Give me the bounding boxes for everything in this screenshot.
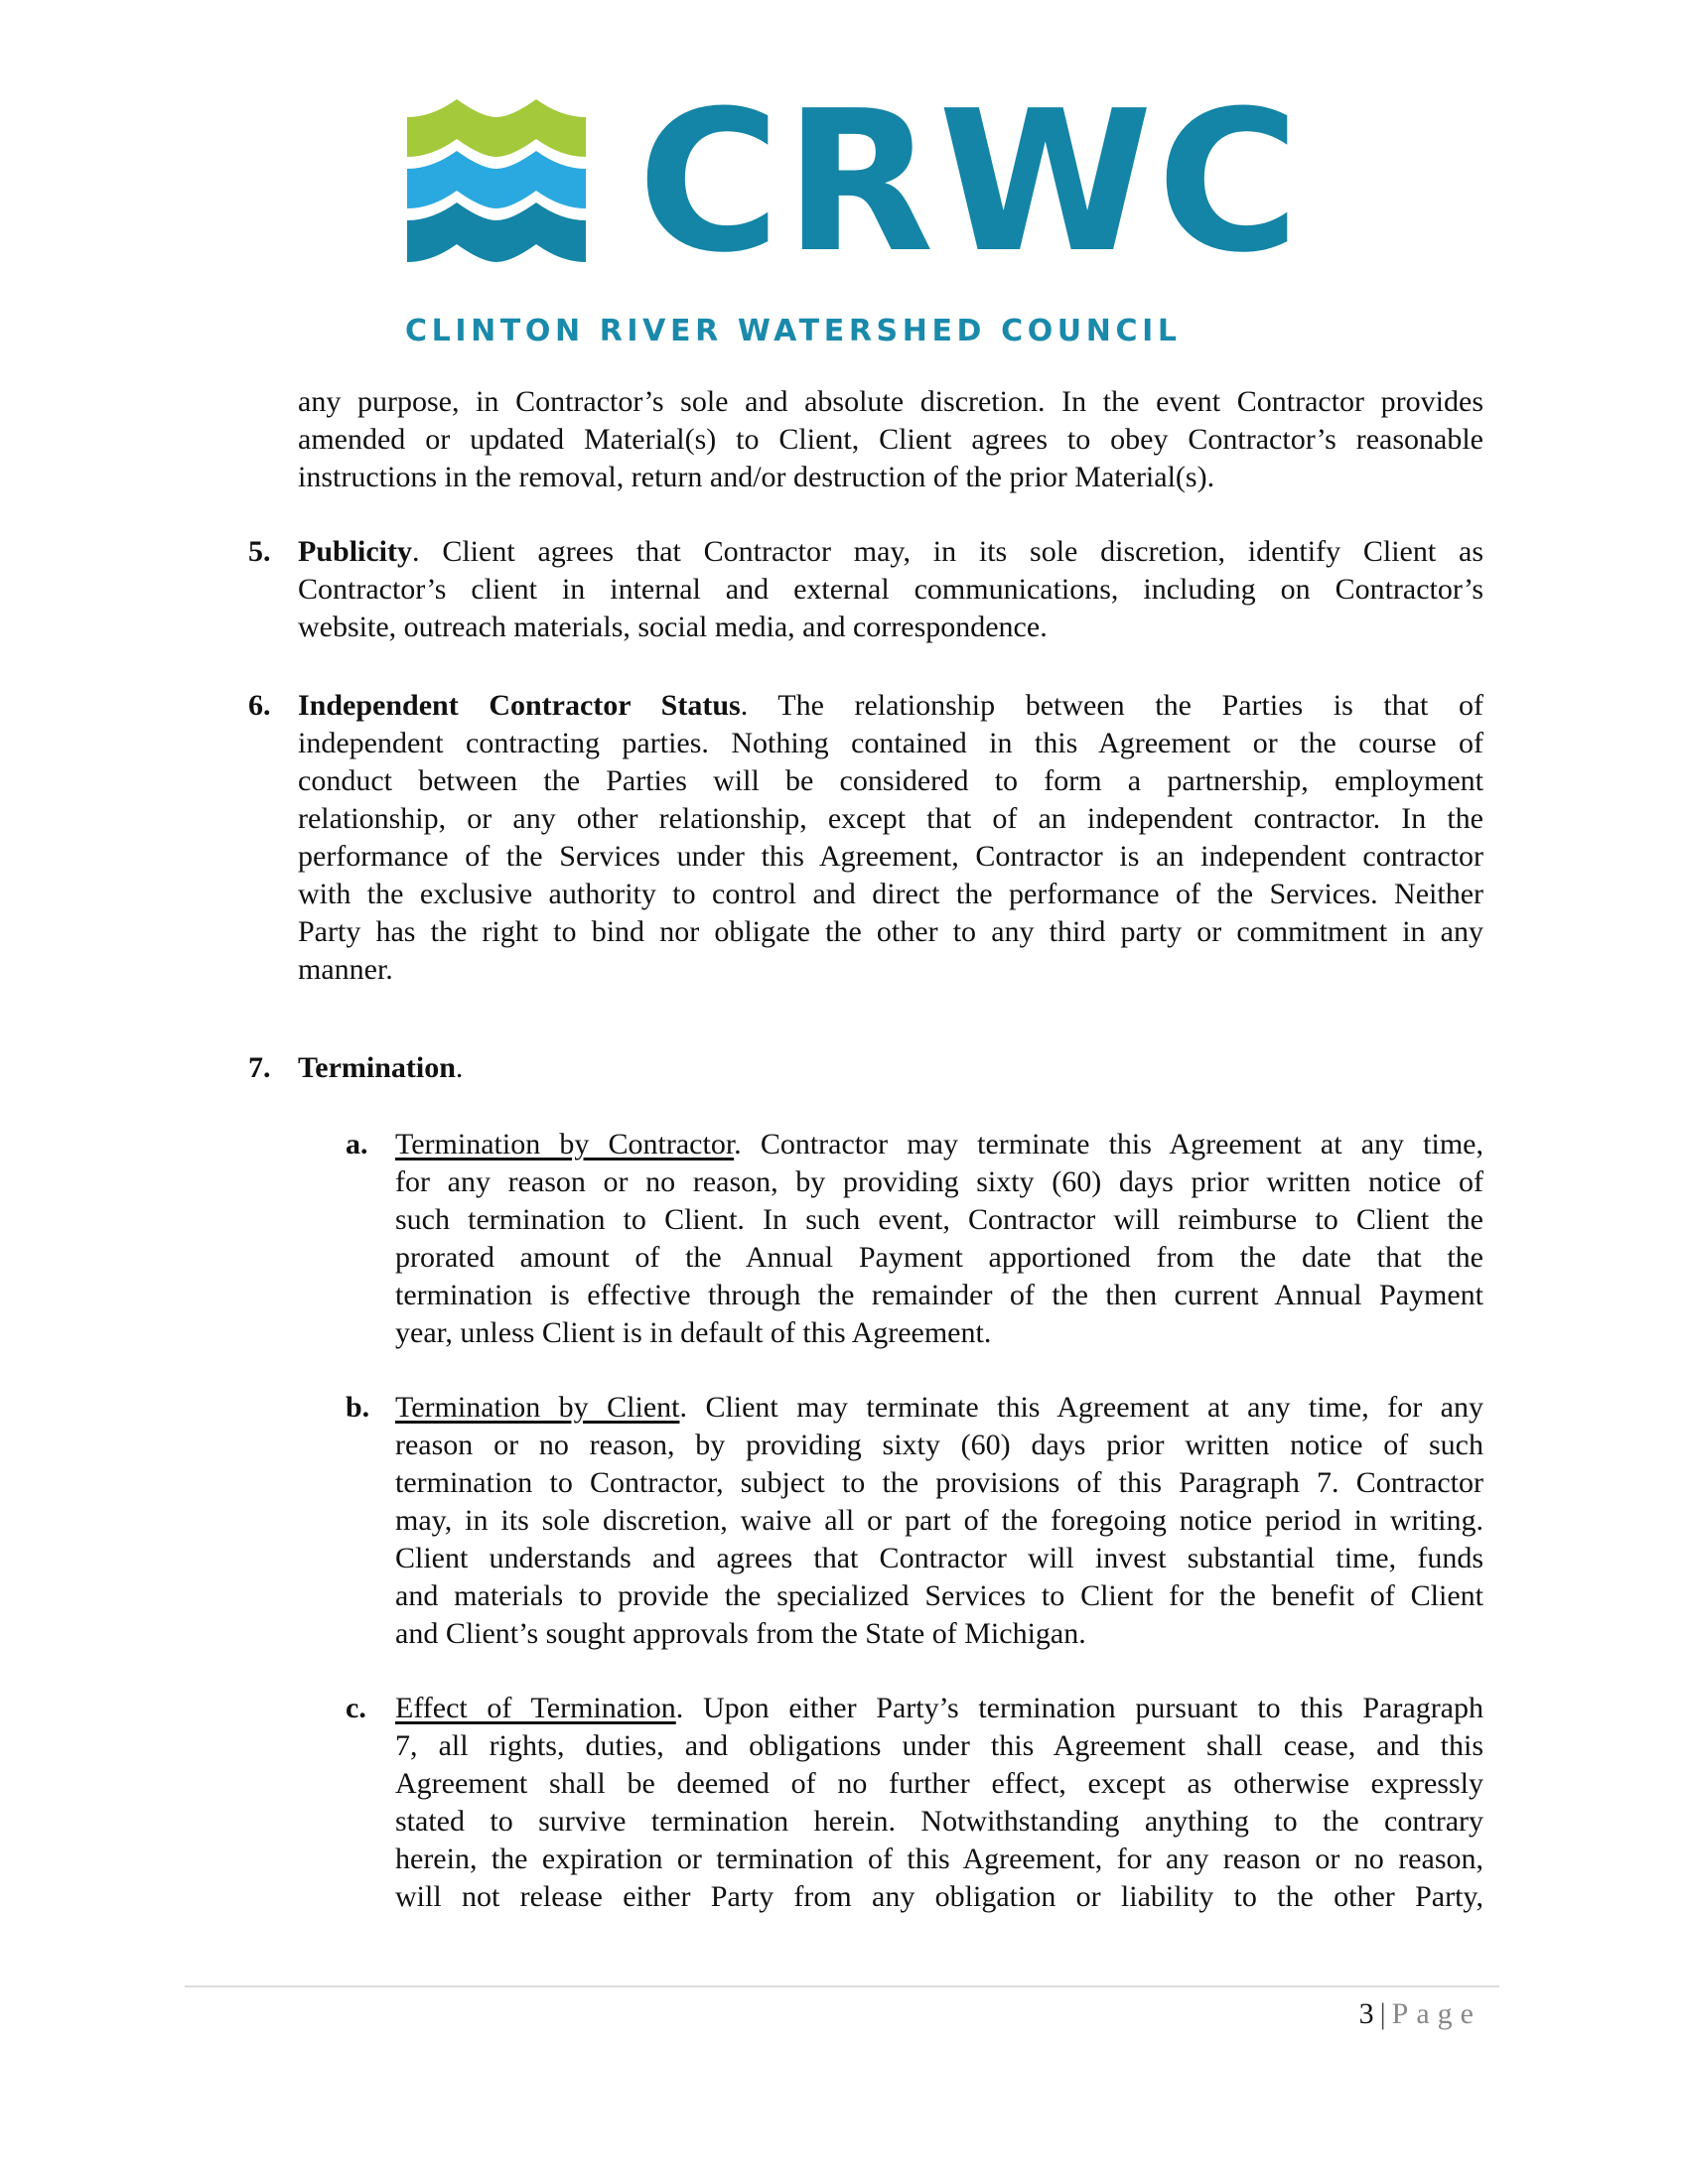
text-line: and Client’s sought approvals from the State of Michigan. (395, 1617, 1086, 1650)
text-line: independent contracting parties. Nothing contained in this Agreement or the course of (298, 727, 1483, 759)
text-line (298, 1049, 1483, 1087)
subsection-effect-of-termination (395, 1690, 1483, 1916)
text-line: and materials to provide the specialized Services to Client for the benefit of Client (395, 1579, 1483, 1612)
subsection-termination-by-client (395, 1389, 1483, 1653)
text-run: . Contractor may terminate this Agreement at any time, (734, 1128, 1483, 1160)
text-line: amended or updated Material(s) to Client, Client agrees to obey Contractor’s reasonable (298, 423, 1483, 456)
text-line: Party has the right to bind nor obligate the other to any third party or commitment in any (298, 915, 1483, 948)
waves-logo-icon (407, 97, 586, 264)
subsection-title: Termination by Contractor (395, 1128, 735, 1160)
text-line: reason or no reason, by providing sixty (60) days prior written notice of such (395, 1429, 1483, 1461)
text-line: Client understands and agrees that Contractor will invest substantial time, funds (395, 1542, 1483, 1574)
text-line: relationship, or any other relationship, except that of an independent contractor. In the (298, 802, 1483, 835)
text-line: instructions in the removal, return and/or destruction of the prior Material(s). (298, 461, 1215, 493)
text-line: 7, all rights, duties, and obligations under this Agreement shall cease, and this (395, 1729, 1483, 1762)
text-line: prorated amount of the Annual Payment apportioned from the date that the (395, 1241, 1483, 1274)
section-termination (298, 1049, 1483, 1087)
text-line (298, 687, 1483, 725)
section-title: Termination (298, 1051, 456, 1084)
text-line: website, outreach materials, social media, and correspondence. (298, 611, 1048, 643)
subsection-letter: c. (346, 1692, 366, 1724)
subsection-termination-by-contractor (395, 1126, 1483, 1352)
subsection-title: Termination by Client (395, 1391, 680, 1424)
text-run: . Upon either Party’s termination pursuant to this Paragraph (675, 1692, 1483, 1724)
logo-tagline: CLINTON RIVER WATERSHED COUNCIL (405, 314, 1182, 348)
section-title: Publicity (298, 535, 413, 568)
text-line: performance of the Services under this Agreement, Contractor is an independent contractor (298, 840, 1483, 873)
page-number-value: 3 (1358, 1997, 1374, 2030)
text-run: . Client may terminate this Agreement at any time, for any (679, 1391, 1483, 1424)
section-number: 7. (248, 1051, 271, 1084)
section-number: 6. (248, 689, 271, 722)
section-publicity (298, 533, 1483, 646)
text-line: termination to Contractor, subject to the provisions of this Paragraph 7. Contractor (395, 1466, 1483, 1499)
text-run: . Client agrees that Contractor may, in its sole discretion, identify Client as (412, 535, 1483, 568)
section-independent-contractor (298, 687, 1483, 989)
text-line: stated to survive termination herein. Notwithstanding anything to the contrary (395, 1805, 1483, 1838)
logo-wordmark: CRWC (637, 69, 1304, 296)
continuation-paragraph (298, 383, 1483, 496)
subsection-letter: b. (346, 1391, 370, 1424)
section-number: 5. (248, 535, 271, 568)
section-title: Independent Contractor Status (298, 689, 741, 722)
page-separator: | (1379, 1997, 1386, 2030)
text-line: Agreement shall be deemed of no further effect, except as otherwise expressly (395, 1767, 1483, 1800)
page-number (1359, 1997, 1481, 2031)
footer-divider (185, 1985, 1499, 1987)
text-line: termination is effective through the remainder of the then current Annual Payment (395, 1279, 1483, 1311)
text-line (395, 1389, 1483, 1427)
page-label: Page (1391, 1997, 1481, 2030)
text-line (395, 1126, 1483, 1163)
text-line: may, in its sole discretion, waive all or part of the foregoing notice period in writing. (395, 1504, 1483, 1537)
text-line: Contractor’s client in internal and external communications, including on Contractor’s (298, 573, 1483, 606)
text-line: with the exclusive authority to control and direct the performance of the Services. Neither (298, 878, 1483, 910)
text-line: will not release either Party from any obligation or liability to the other Party, (395, 1880, 1483, 1913)
text-run: . The relationship between the Parties is that of (740, 689, 1483, 722)
text-line: any purpose, in Contractor’s sole and absolute discretion. In the event Contractor provides (298, 385, 1483, 418)
text-line: manner. (298, 953, 393, 986)
text-line: such termination to Client. In such event, Contractor will reimburse to Client the (395, 1203, 1483, 1236)
subsection-title: Effect of Termination (395, 1692, 676, 1724)
text-line (395, 1690, 1483, 1727)
text-line: herein, the expiration or termination of this Agreement, for any reason or no reason, (395, 1843, 1483, 1875)
text-line: for any reason or no reason, by providing sixty (60) days prior written notice of (395, 1165, 1483, 1198)
text-line: year, unless Client is in default of this Agreement. (395, 1316, 992, 1349)
crwc-logo (407, 69, 1304, 296)
subsection-letter: a. (346, 1128, 368, 1160)
text-run: . (455, 1051, 464, 1084)
text-line: conduct between the Parties will be considered to form a partnership, employment (298, 764, 1483, 797)
text-line (298, 533, 1483, 571)
